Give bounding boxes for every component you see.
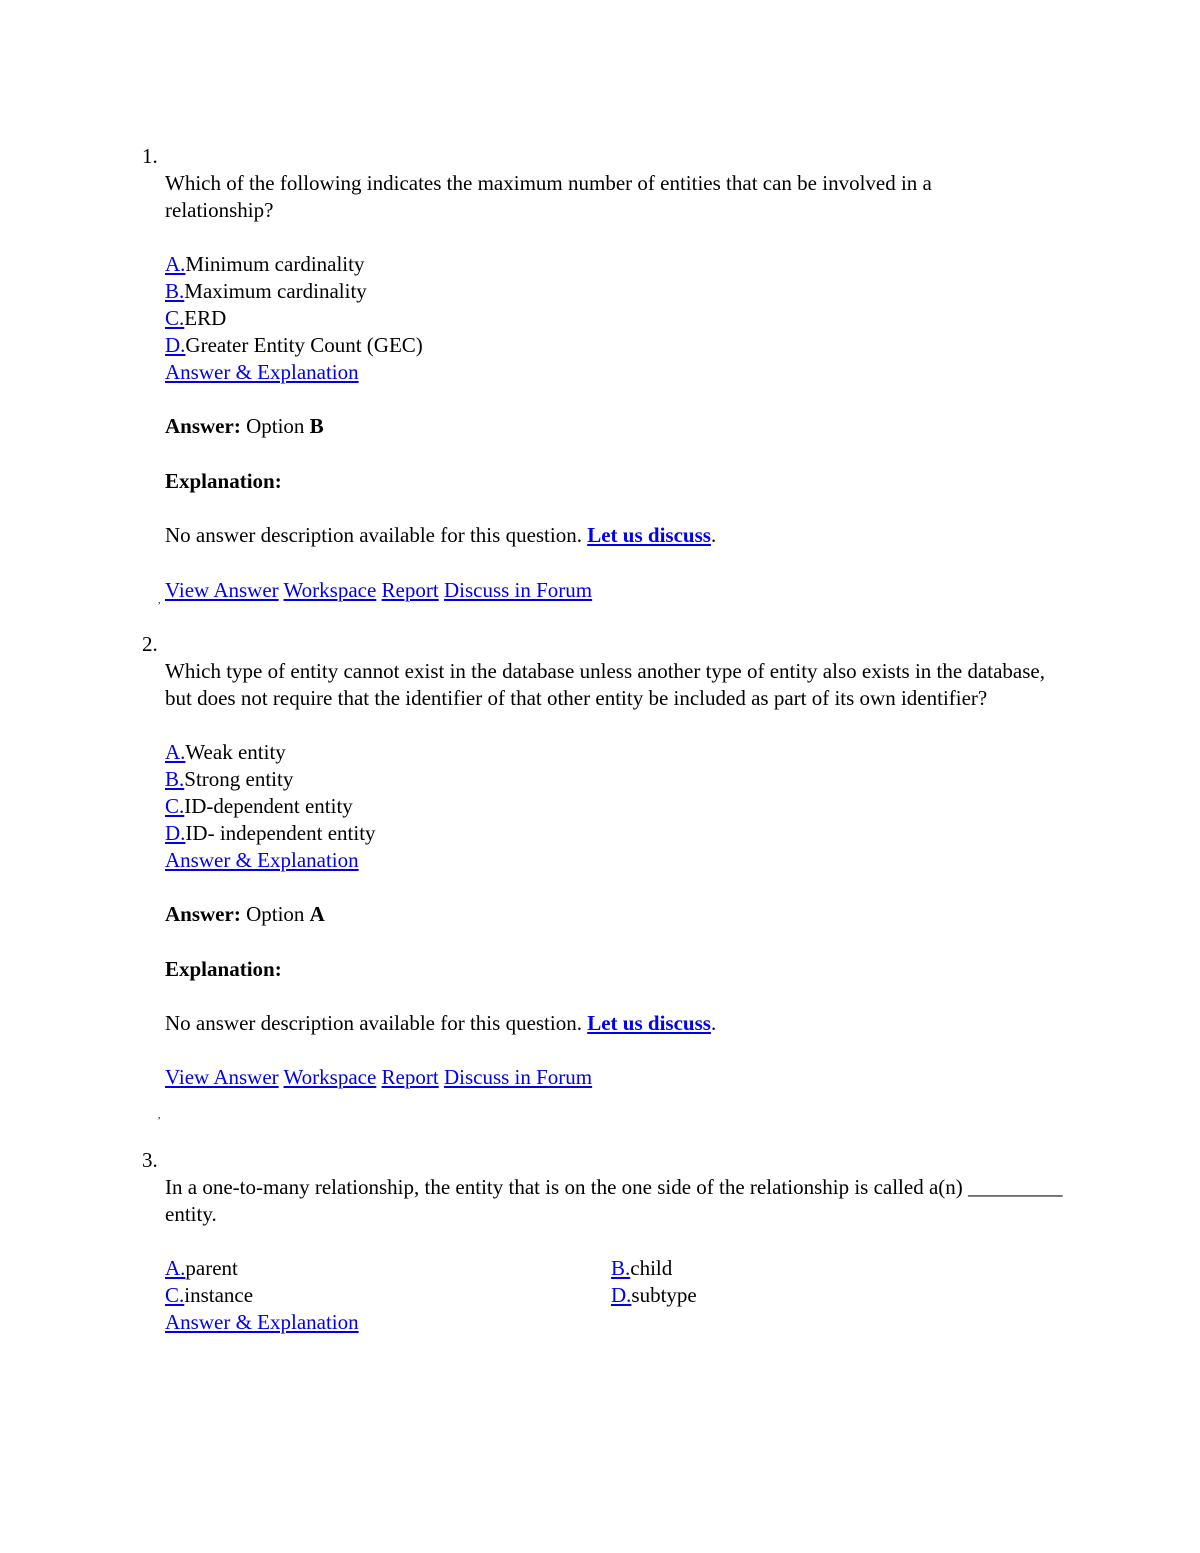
question-text: Which of the following indicates the maximum number of entities that can be involved in a relationship? — [165, 171, 932, 222]
view-answer-link[interactable]: View Answer — [165, 1065, 279, 1089]
question-text: Which type of entity cannot exist in the database unless another type of entity also exists in the database, but does not require that the identifier of that other entity be included as part of its own identifier? — [165, 659, 1046, 710]
option-b[interactable] — [165, 766, 1065, 793]
option-letter-link[interactable]: A. — [165, 740, 186, 764]
answer-option-word: Option — [246, 414, 305, 438]
question-number: 1. — [142, 144, 158, 168]
option-letter-link[interactable]: D. — [165, 333, 186, 357]
option-c[interactable] — [165, 305, 1065, 332]
question-text: In a one-to-many relationship, the entity that is on the one side of the relationship is called a(n) _________ entity. — [165, 1175, 1063, 1226]
question-number: 2. — [142, 632, 158, 656]
report-link[interactable]: Report — [381, 1065, 439, 1089]
action-links — [165, 1064, 1065, 1091]
explanation-text — [165, 1010, 1065, 1037]
option-text: parent — [185, 1256, 238, 1280]
option-letter-link[interactable]: C. — [165, 1283, 185, 1307]
option-letter-link[interactable]: A. — [165, 1256, 186, 1280]
workspace-link[interactable]: Workspace — [283, 1065, 377, 1089]
question-number: 3. — [142, 1148, 158, 1172]
option-b[interactable] — [165, 278, 1065, 305]
let-us-discuss-link[interactable]: Let us discuss — [587, 1011, 711, 1035]
answer-line — [165, 413, 1065, 440]
separator-tick: , — [158, 595, 161, 606]
option-letter-link[interactable]: B. — [611, 1256, 631, 1280]
option-d[interactable] — [611, 1282, 911, 1309]
answer-option-letter: B — [309, 414, 324, 438]
discuss-in-forum-link[interactable]: Discuss in Forum — [443, 1065, 593, 1089]
option-letter-link[interactable]: C. — [165, 306, 185, 330]
option-text: subtype — [631, 1283, 697, 1307]
answer-explanation-link[interactable]: Answer & Explanation — [165, 1310, 359, 1334]
option-letter-link[interactable]: B. — [165, 279, 185, 303]
workspace-link[interactable]: Workspace — [283, 578, 377, 602]
option-d[interactable] — [165, 332, 1065, 359]
option-c[interactable] — [165, 793, 1065, 820]
option-a[interactable] — [165, 1255, 611, 1282]
answer-line — [165, 901, 1065, 928]
option-text: Strong entity — [184, 767, 294, 791]
option-text: ID-dependent entity — [184, 794, 353, 818]
option-text: instance — [184, 1283, 254, 1307]
answer-explanation-link[interactable]: Answer & Explanation — [165, 360, 359, 384]
answer-explanation-link[interactable]: Answer & Explanation — [165, 848, 359, 872]
answer-label: Answer: — [165, 902, 241, 926]
option-text: ERD — [184, 306, 227, 330]
action-links — [165, 577, 1065, 604]
option-text: Greater Entity Count (GEC) — [185, 333, 423, 357]
option-a[interactable] — [165, 739, 1065, 766]
option-b[interactable] — [611, 1255, 911, 1282]
option-a[interactable] — [165, 251, 1065, 278]
answer-option-letter: A — [309, 902, 325, 926]
option-letter-link[interactable]: C. — [165, 794, 185, 818]
option-text: Minimum cardinality — [185, 252, 365, 276]
option-letter-link[interactable]: A. — [165, 252, 186, 276]
view-answer-link[interactable]: View Answer — [165, 578, 279, 602]
option-letter-link[interactable]: D. — [611, 1283, 632, 1307]
option-text: Weak entity — [185, 740, 286, 764]
explanation-label: Explanation: — [165, 957, 282, 981]
discuss-in-forum-link[interactable]: Discuss in Forum — [443, 578, 593, 602]
report-link[interactable]: Report — [381, 578, 439, 602]
separator-tick: , — [158, 1110, 161, 1121]
answer-option-word: Option — [246, 902, 305, 926]
option-text: Maximum cardinality — [184, 279, 367, 303]
option-letter-link[interactable]: D. — [165, 821, 186, 845]
discuss-period: . — [710, 523, 717, 547]
explanation-text — [165, 522, 1065, 549]
answer-label: Answer: — [165, 414, 241, 438]
explanation-body: No answer description available for this question. — [165, 523, 582, 547]
option-text: ID- independent entity — [185, 821, 376, 845]
option-text: child — [630, 1256, 673, 1280]
option-letter-link[interactable]: B. — [165, 767, 185, 791]
option-c[interactable] — [165, 1282, 611, 1309]
discuss-period: . — [710, 1011, 717, 1035]
option-d[interactable] — [165, 820, 1065, 847]
explanation-label: Explanation: — [165, 469, 282, 493]
let-us-discuss-link[interactable]: Let us discuss — [587, 523, 711, 547]
explanation-body: No answer description available for this question. — [165, 1011, 582, 1035]
